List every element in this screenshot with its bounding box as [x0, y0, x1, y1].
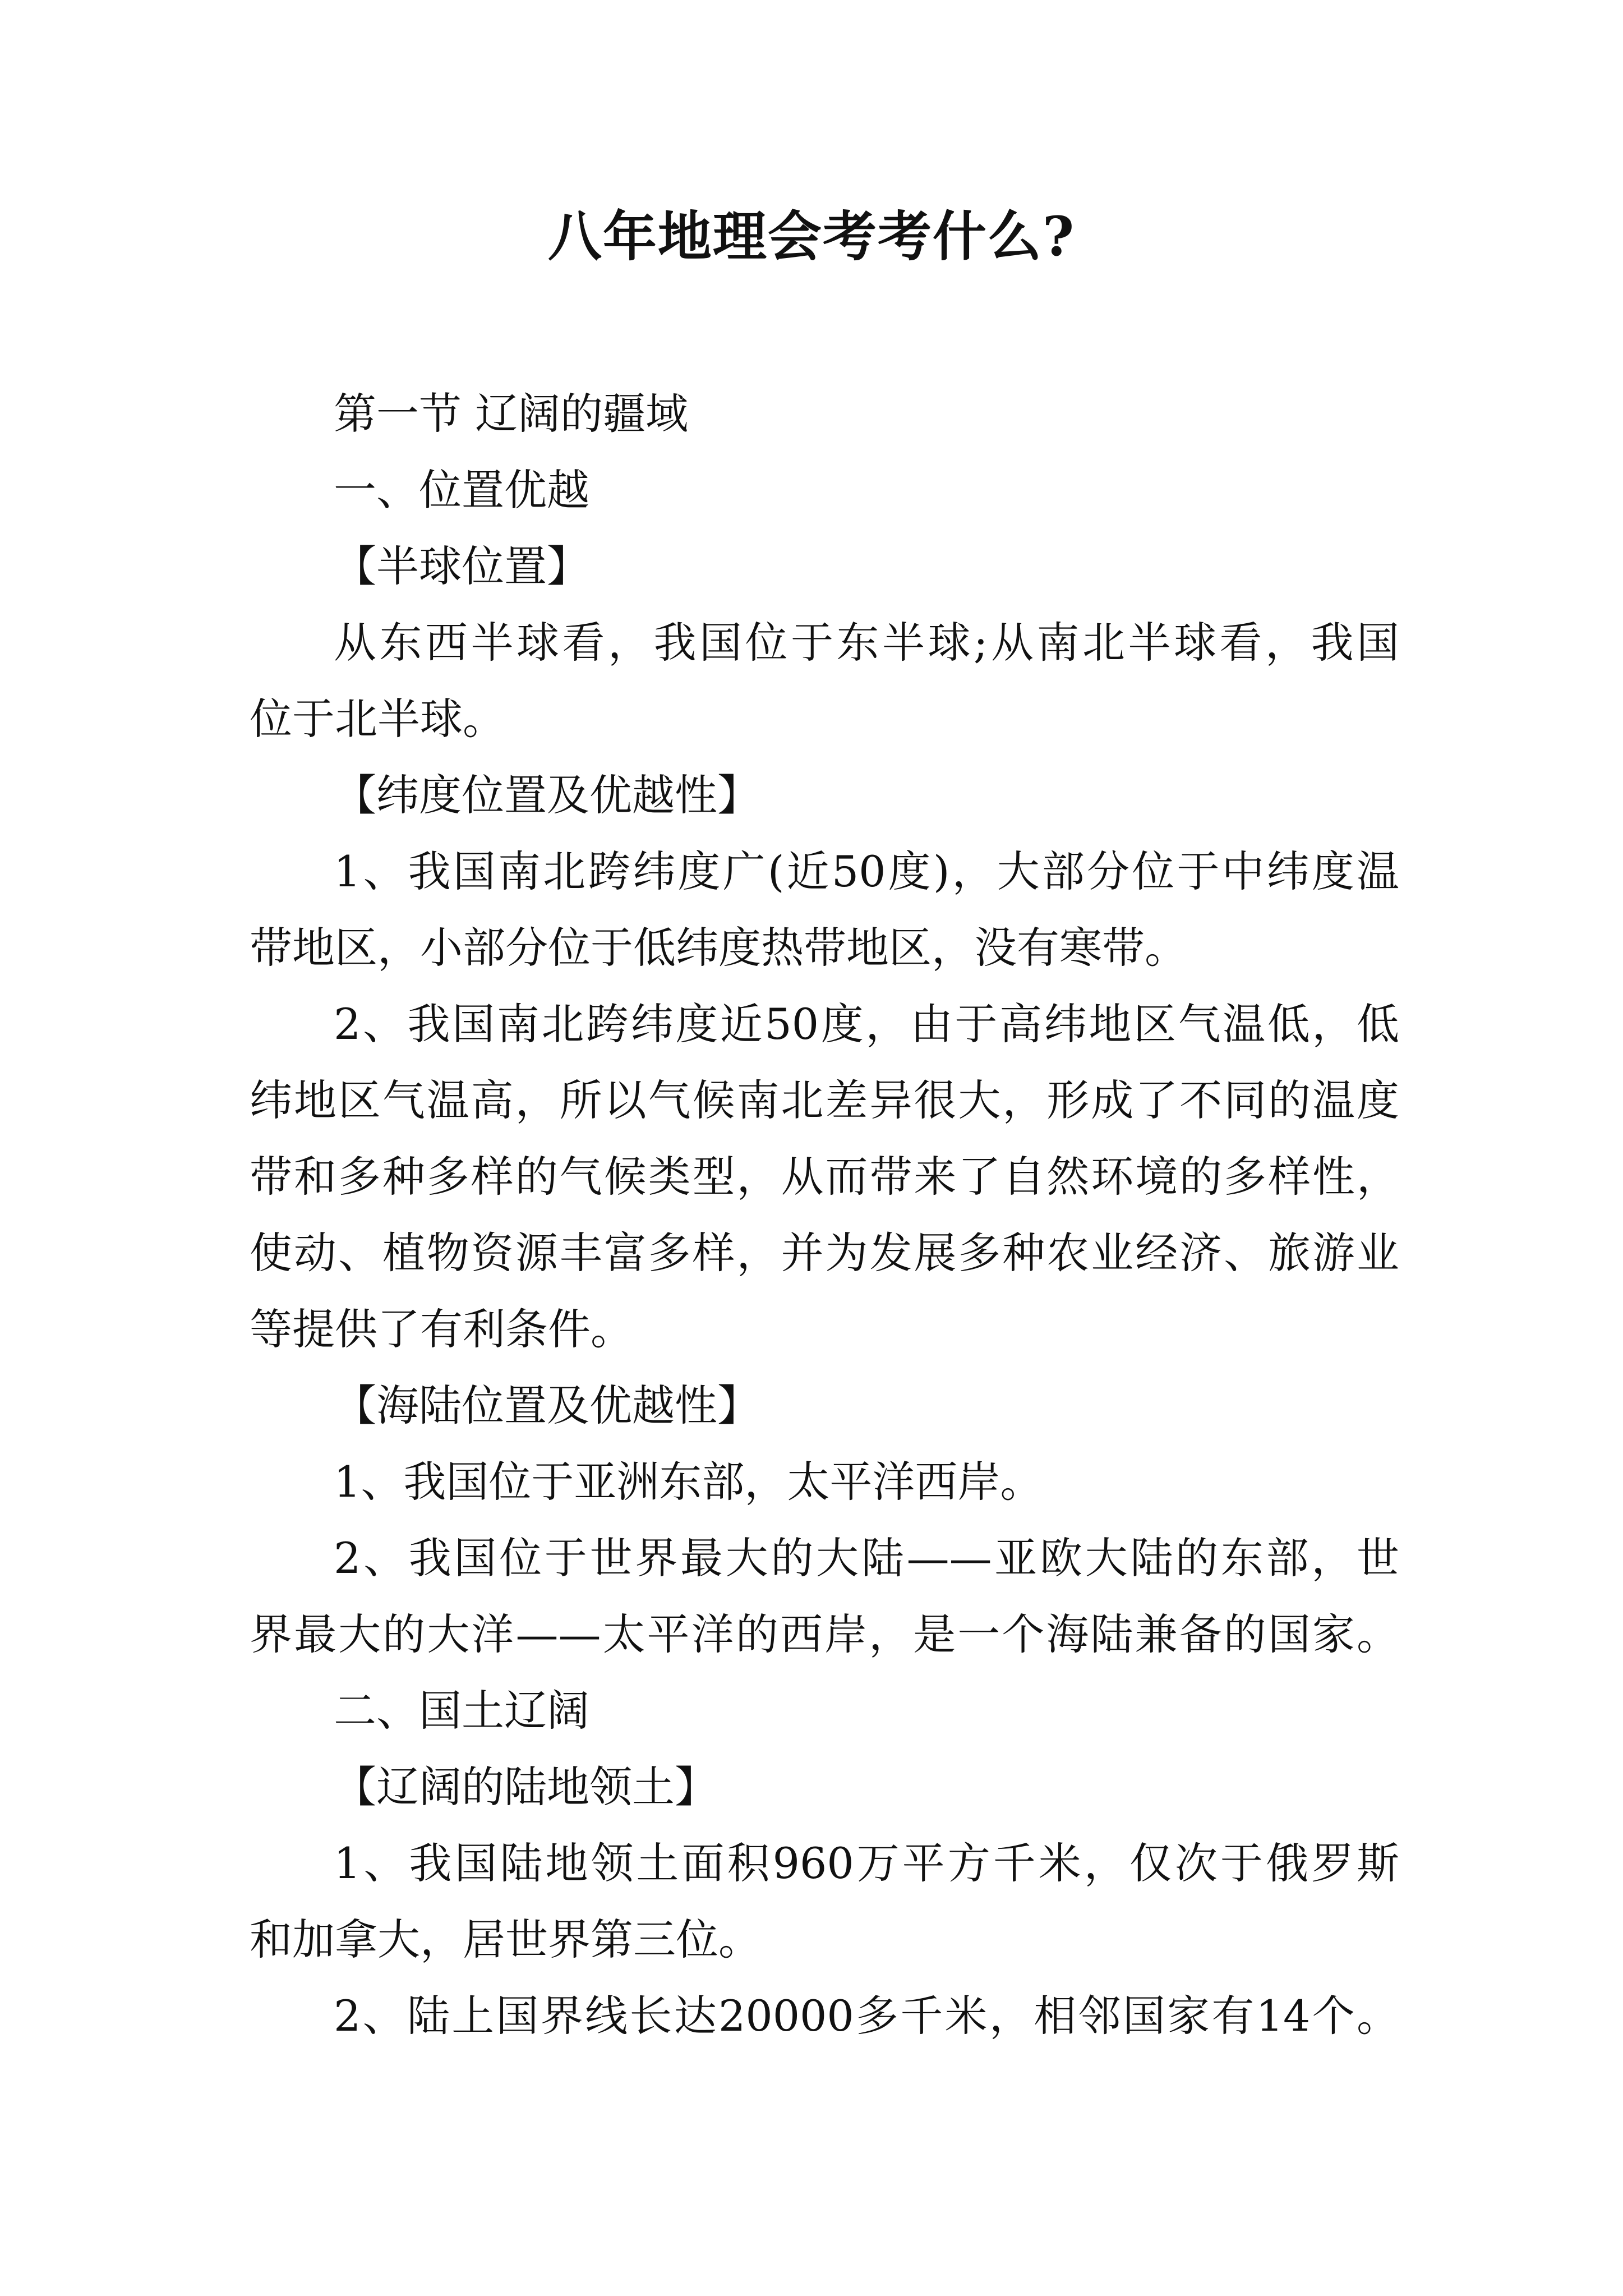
section-heading: 第一节 辽阔的疆域: [334, 389, 689, 439]
paragraph-line: 2、我国南北跨纬度近50度，由于高纬地区气温低，低: [334, 999, 1399, 1049]
bracket-heading: 【海陆位置及优越性】: [334, 1381, 760, 1430]
subsection-heading: 一、位置优越: [334, 465, 589, 515]
paragraph-line: 位于北半球。: [250, 694, 505, 744]
paragraph-line: 带和多种多样的气候类型，从而带来了自然环境的多样性，: [250, 1152, 1399, 1202]
paragraph-line: 使动、植物资源丰富多样，并为发展多种农业经济、旅游业: [250, 1228, 1399, 1278]
bracket-heading: 【半球位置】: [334, 541, 589, 591]
bracket-heading: 【辽阔的陆地领土】: [334, 1762, 717, 1812]
document-title: 八年地理会考考什么?: [547, 205, 1076, 268]
paragraph-line: 等提供了有利条件。: [250, 1304, 633, 1354]
paragraph-line: 1、我国南北跨纬度广(近50度)，大部分位于中纬度温: [334, 846, 1399, 896]
paragraph-line: 从东西半球看，我国位于东半球;从南北半球看，我国: [334, 618, 1399, 668]
subsection-heading: 二、国土辽阔: [334, 1686, 589, 1736]
paragraph-line: 界最大的大洋——太平洋的西岸，是一个海陆兼备的国家。: [250, 1609, 1399, 1659]
paragraph-line: 纬地区气温高，所以气候南北差异很大，形成了不同的温度: [250, 1075, 1399, 1125]
bracket-heading: 【纬度位置及优越性】: [334, 770, 760, 820]
paragraph-line: 1、我国位于亚洲东部，太平洋西岸。: [334, 1457, 1043, 1507]
paragraph-line: 1、我国陆地领土面积960万平方千米，仅次于俄罗斯: [334, 1838, 1399, 1888]
paragraph-line: 和加拿大，居世界第三位。: [250, 1915, 761, 1964]
paragraph-line: 带地区，小部分位于低纬度热带地区，没有寒带。: [250, 923, 1187, 973]
paragraph-line: 2、我国位于世界最大的大陆——亚欧大陆的东部，世: [334, 1533, 1399, 1583]
paragraph-line: 2、陆上国界线长达20000多千米，相邻国家有14个。: [334, 1991, 1399, 2041]
